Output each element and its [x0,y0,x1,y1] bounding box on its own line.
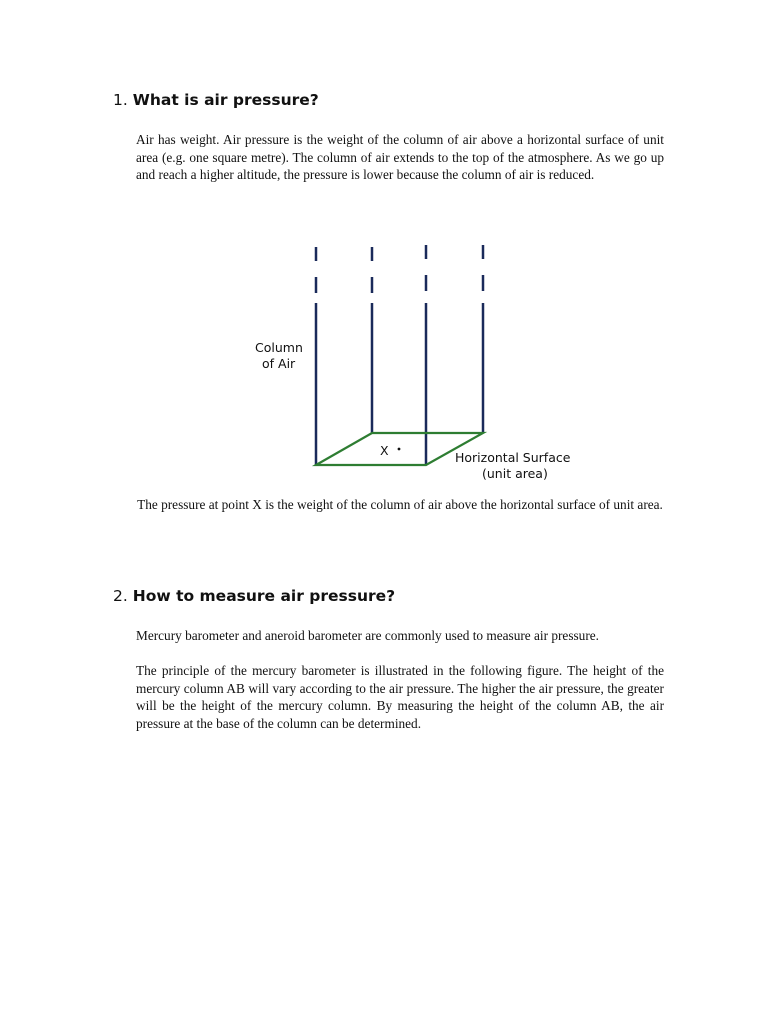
section-1-title: What is air pressure? [132,91,319,109]
air-column-diagram [240,235,600,485]
column-label-line2: of Air [262,356,296,371]
surface-label-line1: Horizontal Surface [455,450,571,465]
column-dash-marks [316,245,483,293]
column-label-line1: Column [255,340,303,355]
point-x-dot [398,448,401,451]
section-1-paragraph: Air has weight. Air pressure is the weight of the column of air above a horizontal surface of unit area (e.g. one square metre). The column of air extends to the top of the atmosphere. As we go up and reach a higher altitude, the pressure is lower because the column of air is reduced. [136,132,664,182]
section-2-paragraph-1: Mercury barometer and aneroid barometer are commonly used to measure air pressure. [136,628,599,643]
section-2-paragraph-2: The principle of the mercury barometer is illustrated in the following figure. The height of the mercury column AB will vary according to the air pressure. The higher the air pressure, the greater will be the height of the mercury column. By measuring the height of the column AB, the air pressure at the base of the column can be determined. [136,663,664,731]
column-lines [316,303,483,465]
point-x-label: X [380,443,389,458]
surface-label-line2: (unit area) [482,466,548,481]
section-2-title: How to measure air pressure? [132,587,396,605]
section-2-number: 2. [113,587,128,605]
section-1-heading [113,91,319,109]
section-2-heading [113,587,395,605]
figure-1-caption: The pressure at point X is the weight of the column of air above the horizontal surface of unit area. [137,497,663,512]
section-1-number: 1. [113,91,128,109]
